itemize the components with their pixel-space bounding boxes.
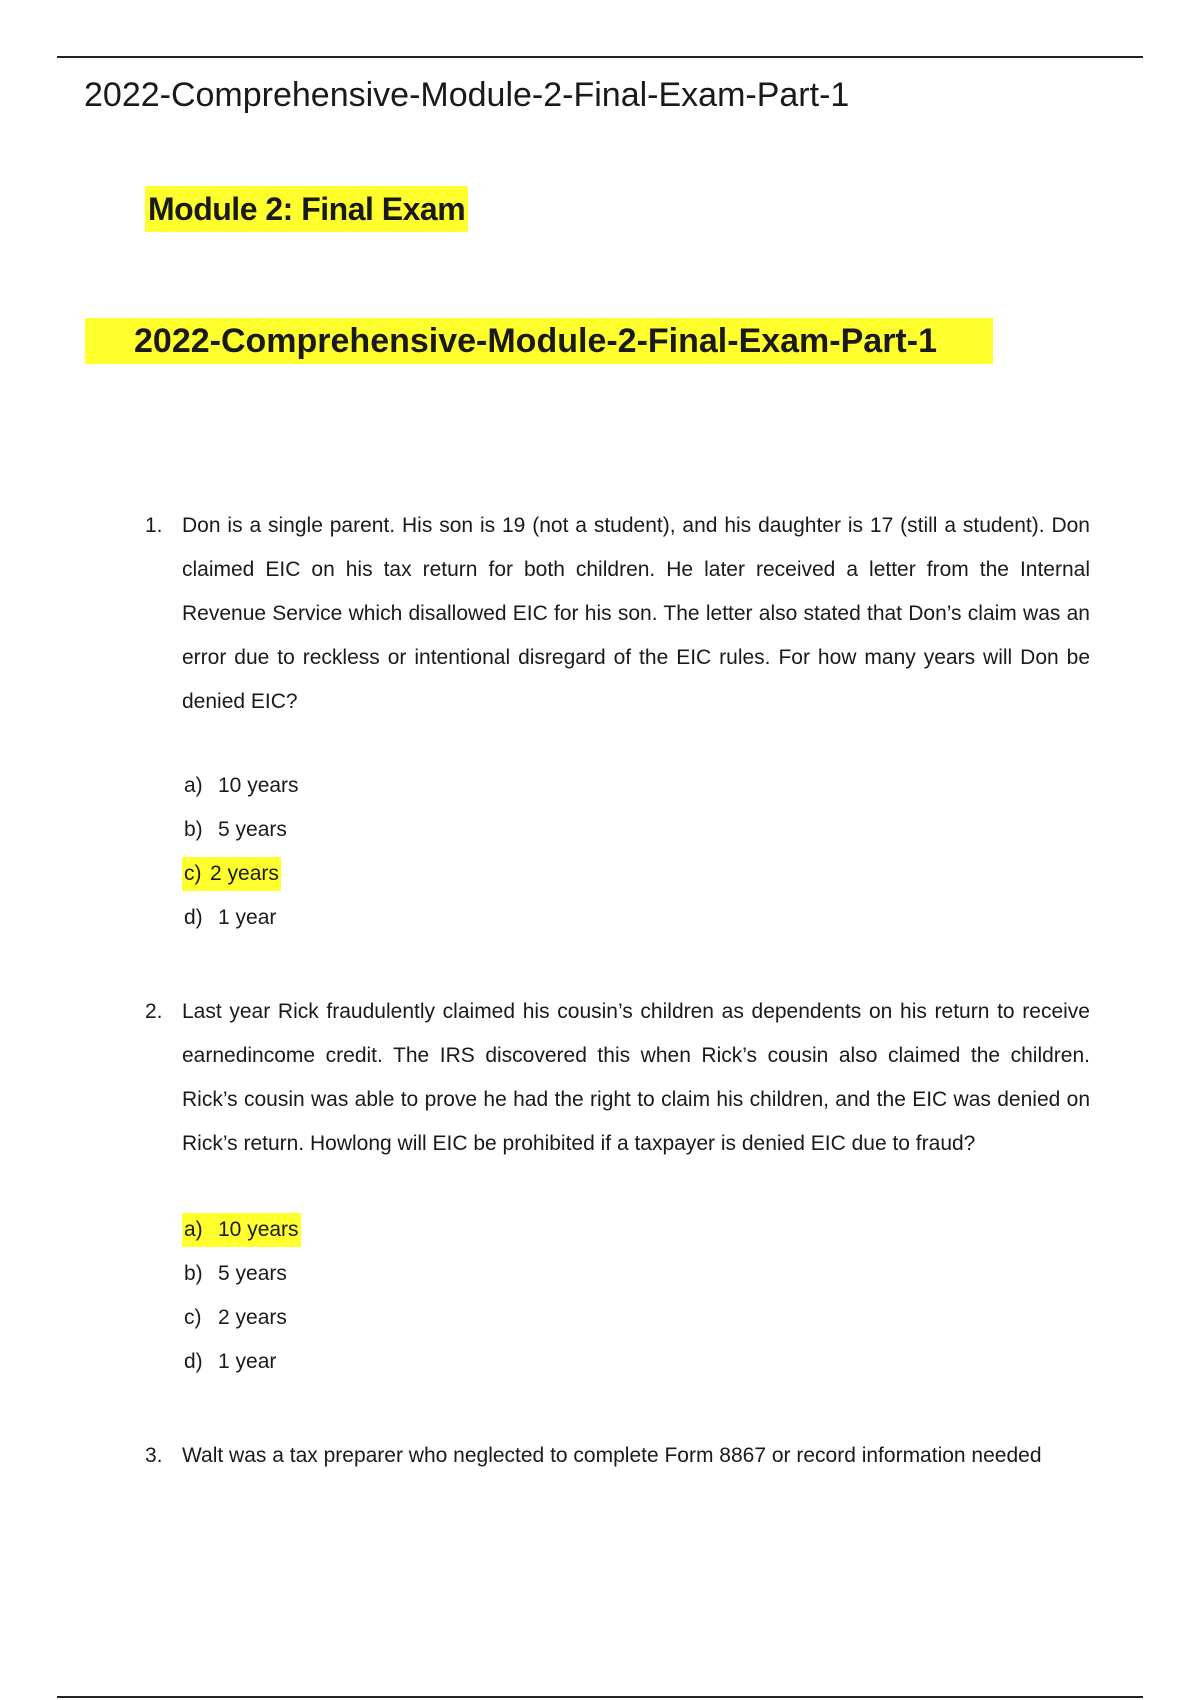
exam-title: 2022-Comprehensive-Module-2-Final-Exam-Part-1 bbox=[134, 322, 937, 360]
option-c: c) 2 years bbox=[184, 1306, 287, 1329]
option-b: b) 5 years bbox=[184, 1262, 287, 1285]
question-1-options bbox=[182, 764, 301, 940]
question-text: Last year Rick fraudulently claimed his cousin’s children as dependents on his return to receive earnedincome credit. The IRS discovered this when Rick’s cousin also claimed the children. Rick’s cousin was able to prove he had the right to claim his children, and the EIC was denied on Rick’s return. Howlong will EIC be prohibited if a taxpayer is denied EIC due to fraud? bbox=[182, 1000, 1090, 1155]
option-c-highlighted-answer: c) 2 years bbox=[182, 852, 301, 896]
option-a: a) 10 years bbox=[184, 774, 299, 797]
question-2-options bbox=[182, 1208, 301, 1384]
bottom-rule bbox=[57, 1696, 1143, 1698]
question-number: 3. bbox=[145, 1444, 163, 1467]
question-text: Don is a single parent. His son is 19 (not a student), and his daughter is 17 (still a student). Don claimed EIC on his tax return for both children. He later received a letter from the Internal Revenue Service which disallowed EIC for his son. The letter also stated that Don’s claim was an error due to reckless or intentional disregard of the EIC rules. For how many years will Don be denied EIC? bbox=[182, 514, 1090, 713]
option-b: b) 5 years bbox=[184, 818, 287, 841]
option-d: d) 1 year bbox=[184, 1350, 277, 1373]
option-d: d) 1 year bbox=[184, 906, 277, 929]
module-title: Module 2: Final Exam bbox=[145, 186, 468, 232]
question-number: 1. bbox=[145, 514, 163, 537]
question-number: 2. bbox=[145, 1000, 163, 1023]
question-text: Walt was a tax preparer who neglected to complete Form 8867 or record information needed bbox=[182, 1444, 1042, 1467]
document-header-title: 2022-Comprehensive-Module-2-Final-Exam-Part-1 bbox=[84, 76, 850, 114]
option-a-highlighted-answer: a) 10 years bbox=[182, 1208, 301, 1252]
top-rule bbox=[57, 56, 1143, 58]
